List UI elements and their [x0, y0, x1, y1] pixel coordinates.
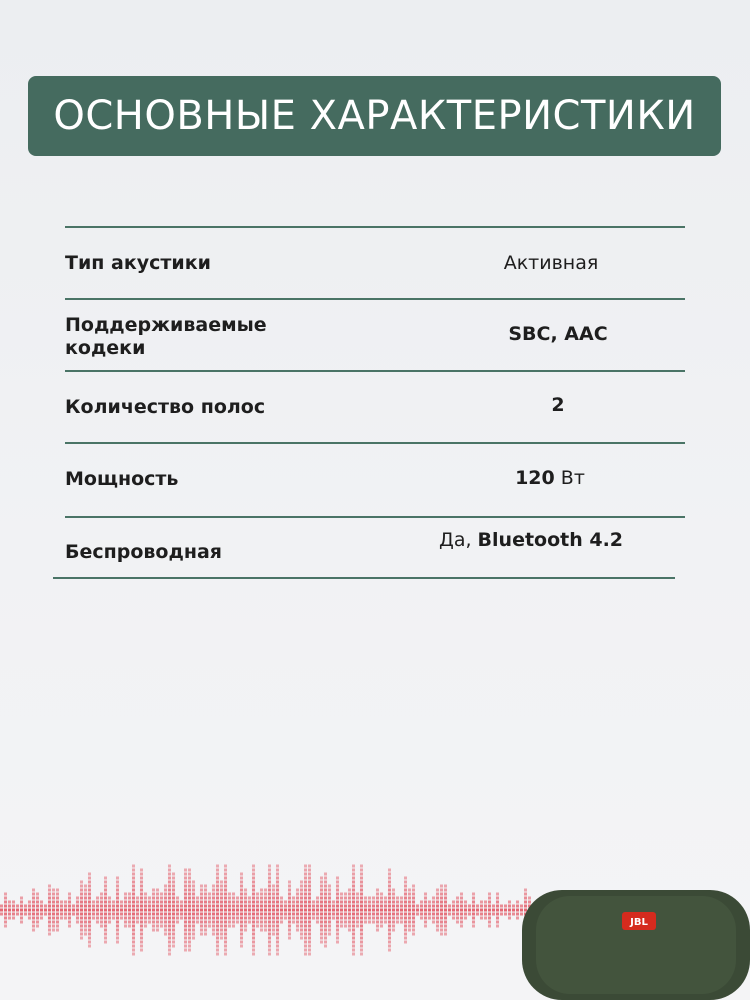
- divider-line: [65, 516, 685, 518]
- divider-line: [65, 298, 685, 300]
- spec-value-wireless: [426, 529, 636, 552]
- spec-value-part: Bluetooth 4.2: [477, 529, 624, 551]
- speaker-fabric: [536, 896, 736, 994]
- speaker-image-icon: [522, 890, 750, 1000]
- spec-value-power: [420, 467, 680, 490]
- divider-line: [65, 226, 685, 228]
- divider-line: [65, 370, 685, 372]
- divider-line: [53, 577, 675, 579]
- spec-value-acoustic-type: [421, 252, 681, 275]
- spec-value-part: 120: [515, 467, 555, 489]
- spec-label-bands: Количество полос: [65, 396, 266, 418]
- jbl-logo-text: JBL: [630, 917, 648, 928]
- spec-value-part: Вт: [554, 467, 585, 489]
- spec-label-wireless: Беспроводная: [65, 541, 222, 563]
- footer-graphic: [0, 860, 750, 1000]
- spec-label-codecs: Поддерживаемые кодеки: [65, 314, 267, 359]
- spec-value-bands: [428, 394, 688, 417]
- page-title: ОСНОВНЫЕ ХАРАКТЕРИСТИКИ: [53, 93, 696, 139]
- spec-label-power: Мощность: [65, 468, 179, 490]
- spec-value-part: Да,: [438, 529, 478, 551]
- spec-value-part: SBC, AAC: [508, 323, 608, 345]
- spec-value-part: Активная: [503, 252, 599, 274]
- spec-value-part: 2: [551, 394, 565, 416]
- spec-label-acoustic-type: Тип акустики: [65, 252, 211, 274]
- spec-value-codecs: [428, 323, 688, 346]
- divider-line: [65, 442, 685, 444]
